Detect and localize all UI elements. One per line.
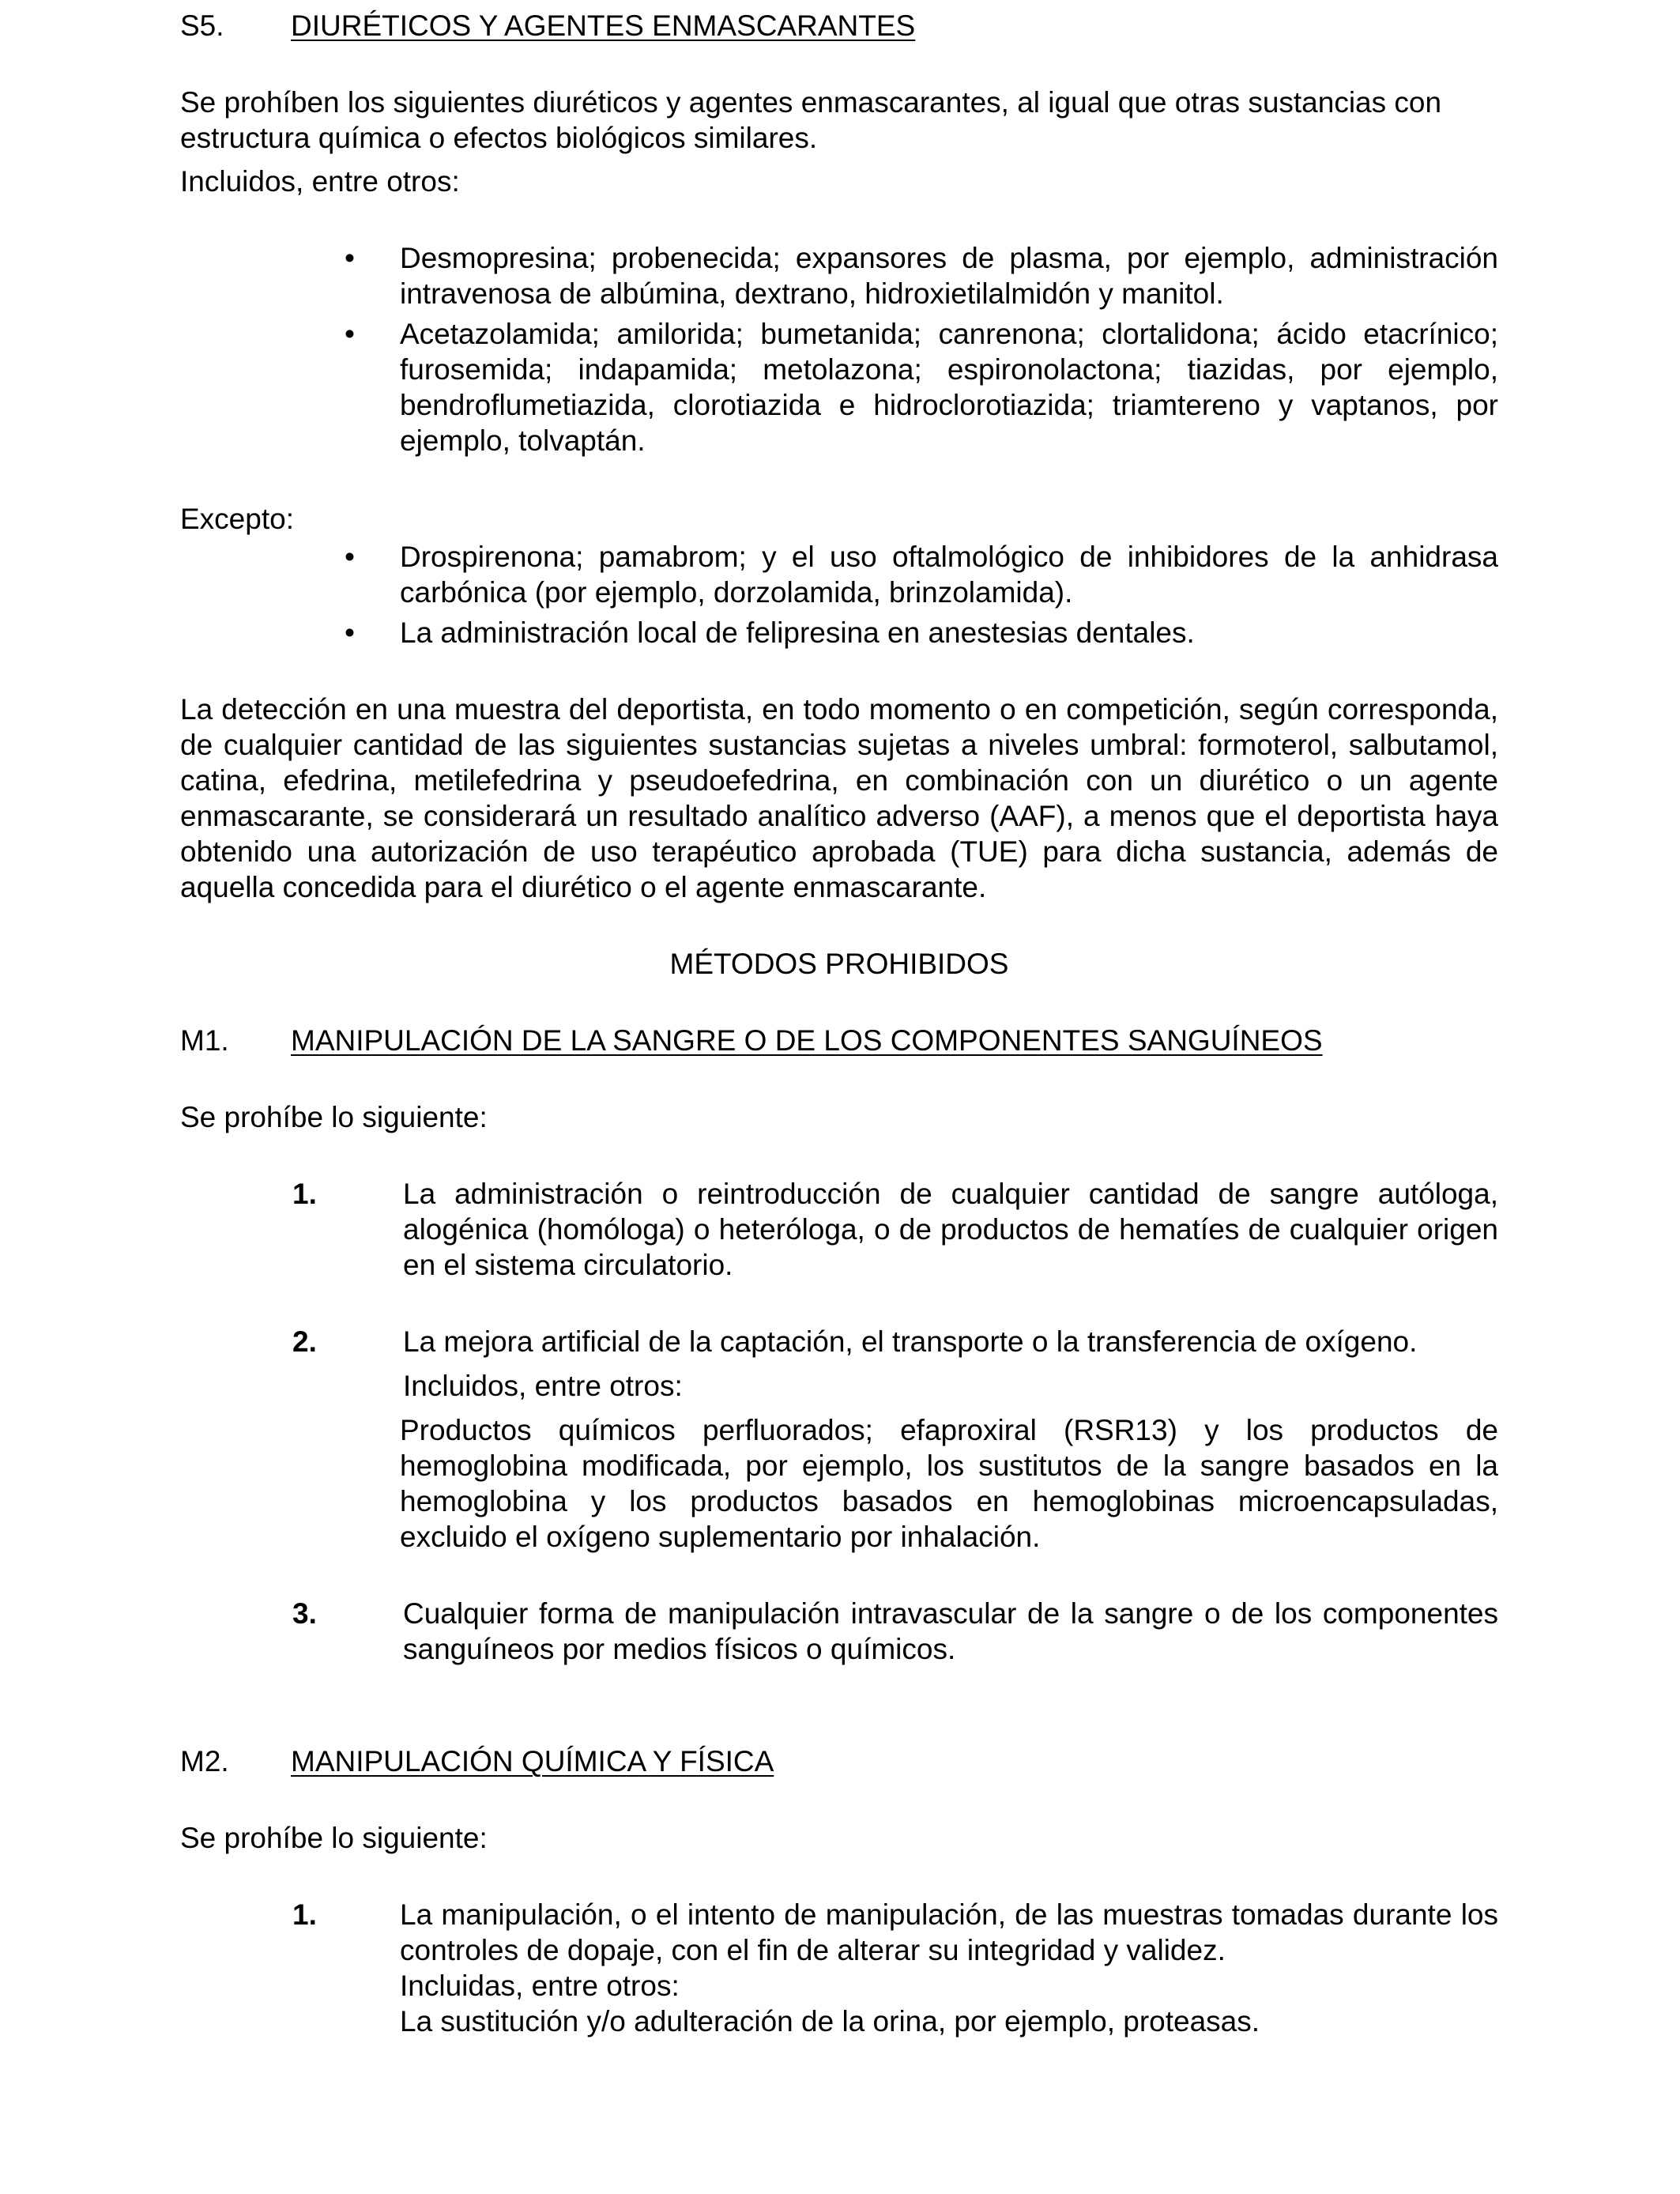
s5-detection-paragraph: La detección en una muestra del deportista, en todo momento o en competición, según corresponda, de cualquier cantidad de las siguientes sustancias sujetas a niveles umbral: formoterol, salbutamol, catina, efedrina, metilefedrina y pseudoefedrina, en combinación con un diurético o un agente enmascarante, se considerará un resultado analítico adverso (AAF), a menos que el deportista haya obtenido una autorización de uso terapéutico aprobada (TUE) para dicha sustancia, además de aquella concedida para el diurético o el agente enmascarante. bbox=[180, 693, 1498, 903]
m1-item-1 bbox=[180, 1176, 1498, 1283]
section-title: DIURÉTICOS Y AGENTES ENMASCARANTES bbox=[291, 9, 916, 42]
m1-item-3 bbox=[180, 1596, 1498, 1667]
m2-intro: Se prohíbe lo siguiente: bbox=[180, 1822, 488, 1854]
m1-item-2 bbox=[180, 1324, 1498, 1359]
section-title: MANIPULACIÓN DE LA SANGRE O DE LOS COMPONENTES SANGUÍNEOS bbox=[291, 1024, 1323, 1057]
m2-item-1 bbox=[180, 1897, 1498, 1968]
m1-item-2-sub-label: Incluidos, entre otros: bbox=[403, 1370, 683, 1402]
section-code: M1. bbox=[180, 1024, 229, 1057]
list-item: • Acetazolamida; amilorida; bumetanida; canrenona; clortalidona; ácido etacrínico; furosemida; indapamida; metolazona; espironolactona; tiazidas, por ejemplo, bendroflumetiazida, clorotiazida e hidroclorotiazida; triamtereno y vaptanos, por ejemplo, tolvaptán. bbox=[345, 318, 1498, 457]
item-text: La manipulación, o el intento de manipulación, de las muestras tomadas durante los controles de dopaje, con el fin de alterar su integridad y validez. bbox=[400, 1898, 1498, 1966]
m2-item-1-sub-text: La sustitución y/o adulteración de la orina, por ejemplo, proteasas. bbox=[400, 2005, 1260, 2038]
methods-heading: MÉTODOS PROHIBIDOS bbox=[669, 948, 1009, 980]
s5-included-list bbox=[180, 240, 1498, 458]
bullet-icon: • bbox=[345, 616, 355, 649]
section-code: S5. bbox=[180, 9, 224, 42]
m1-item-2-sub-text: Productos químicos perfluorados; efaproxiral (RSR13) y los productos de hemoglobina modificada, por ejemplo, los sustitutos de la sangre basados en la hemoglobina y los productos basados en hemoglobinas microencapsuladas, excluido el oxígeno suplementario por inhalación. bbox=[400, 1414, 1498, 1553]
list-item: • Desmopresina; probenecida; expansores de plasma, por ejemplo, administración intravenosa de albúmina, dextrano, hidroxietilalmidón y manitol. bbox=[345, 242, 1498, 310]
list-item: • Drospirenona; pamabrom; y el uso oftalmológico de inhibidores de la anhidrasa carbónica (por ejemplo, dorzolamida, brinzolamida). bbox=[345, 541, 1498, 609]
section-m1-heading bbox=[180, 1023, 1498, 1058]
item-number: 3. bbox=[292, 1597, 317, 1630]
item-text: Cualquier forma de manipulación intravascular de la sangre o de los componentes sanguíneos por medios físicos o químicos. bbox=[403, 1597, 1498, 1665]
item-number: 2. bbox=[292, 1325, 317, 1358]
item-text: La administración o reintroducción de cualquier cantidad de sangre autóloga, alogénica (homóloga) o heteróloga, o de productos de hematíes de cualquier origen en el sistema circulatorio. bbox=[403, 1178, 1498, 1281]
s5-intro: Se prohíben los siguientes diuréticos y agentes enmascarantes, al igual que otras sustancias con estructura química o efectos biológicos similares. bbox=[180, 86, 1442, 154]
section-s5-heading bbox=[180, 8, 1498, 43]
item-number: 1. bbox=[292, 1898, 317, 1931]
bullet-icon: • bbox=[345, 541, 355, 573]
m1-intro: Se prohíbe lo siguiente: bbox=[180, 1101, 488, 1133]
s5-except-list bbox=[180, 539, 1498, 650]
bullet-icon: • bbox=[345, 242, 355, 274]
document-page bbox=[180, 8, 1498, 2039]
m2-item-1-sub-label: Incluidas, entre otros: bbox=[400, 1970, 680, 2002]
list-item: • La administración local de felipresina en anestesias dentales. bbox=[345, 616, 1195, 649]
section-m2-heading bbox=[180, 1744, 1498, 1779]
section-code: M2. bbox=[180, 1745, 229, 1777]
section-title: MANIPULACIÓN QUÍMICA Y FÍSICA bbox=[291, 1745, 774, 1777]
s5-except-label: Excepto: bbox=[180, 503, 294, 535]
item-number: 1. bbox=[292, 1178, 317, 1210]
item-text: La mejora artificial de la captación, el transporte o la transferencia de oxígeno. bbox=[403, 1325, 1418, 1358]
s5-included-label: Incluidos, entre otros: bbox=[180, 165, 460, 198]
bullet-icon: • bbox=[345, 318, 355, 350]
